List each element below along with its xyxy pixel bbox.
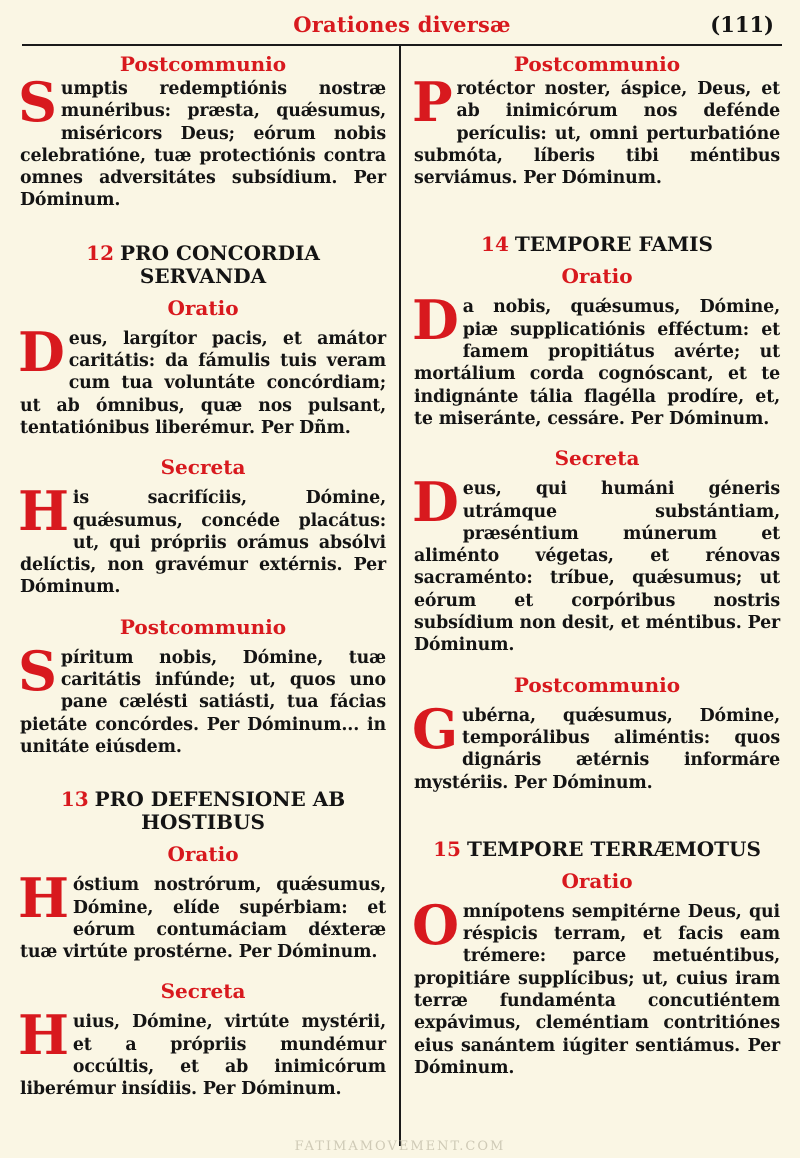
text-run: HOSTIBUS [141, 810, 265, 835]
text-run: SERVANDA [139, 263, 267, 288]
oratio-heading: Oratio [561, 264, 633, 289]
postcommunio-heading: Postcommunio [513, 52, 681, 76]
left-column [20, 50, 386, 1101]
drop-cap: S [18, 70, 57, 134]
drop-cap: P [412, 70, 453, 134]
text-run: píritum nobis, Dómine, tuæ caritátis infúnde; ut, quos uno pane cælésti satiásti, tua fácias pietáte concórdes. Per Dóminum... in unitáte eiúsdem. [20, 647, 386, 757]
text-run: uius, Dómine, virtúte mystérii, et a própriis mundémur occúltis, et ab inimicórum liberémur insídiis. Per Dóminum. [20, 1012, 386, 1100]
text-run: 15 [433, 836, 461, 861]
postcommunio-text [18, 638, 386, 758]
drop-cap: G [412, 696, 458, 761]
section-12-title [20, 242, 386, 288]
column-divider [399, 46, 401, 1146]
drop-cap: D [18, 319, 65, 384]
oratio-heading: Oratio [167, 295, 239, 320]
postcommunio-text [412, 70, 780, 189]
page-number: (111) [710, 12, 774, 37]
section-15-title [414, 838, 780, 861]
text-run: óstium nostrórum, quǽsumus, Dómine, elíde supérbiam: et eórum contumáciam déxteræ tuæ virtúte prostérne. Per Dóminum. [20, 875, 386, 963]
page-header [22, 8, 782, 46]
oratio-heading: Oratio [561, 868, 633, 893]
postcommunio-heading: Postcommunio [513, 672, 681, 697]
secreta-text [18, 1003, 386, 1100]
running-title: Orationes diversæ [293, 12, 511, 37]
drop-cap: H [18, 1003, 69, 1068]
text-run: mnípotens sempitérne Deus, qui réspicis terram, et facis eam trémere: parce metuéntibus, propitiáre supplícibus; ut, cuius iram terræ fundaménta concutiéntem expávimus, cleméntiam contritiónes eius sanántem iúgiter sentiámus. Per Dóminum. [414, 901, 780, 1078]
drop-cap: D [412, 470, 459, 535]
oratio-text [412, 892, 780, 1079]
text-run: ubérna, quǽsumus, Dómine, temporálibus aliméntis: quos dignáris ætérnis informáre mystériis. Per Dóminum. [414, 705, 780, 793]
text-run: PRO CONCORDIA [120, 240, 320, 265]
secreta-text [412, 470, 780, 656]
secreta-text [18, 479, 386, 598]
oratio-text [18, 866, 386, 963]
drop-cap: D [412, 288, 459, 353]
text-run: TEMPORE FAMIS [514, 232, 713, 257]
text-run: is sacrifíciis, Dómine, quǽsumus, concéde placátus: ut, qui própriis orámus absólvi delíctis, non gravémur extérnis. Per Dóminum. [20, 488, 386, 598]
text-run: PRO DEFENSIONE AB [94, 787, 346, 812]
secreta-heading: Secreta [160, 455, 246, 480]
drop-cap: O [412, 892, 459, 957]
oratio-heading: Oratio [167, 842, 239, 867]
text-run: eus, largítor pacis, et amátor caritátis: da fámulis tuis veram cum tua voluntáte concórdiam; ut ab ómnibus, quæ nos pulsant, tentatiónibus liberémur. Per Dñm. [20, 328, 386, 438]
text-run: 14 [481, 232, 509, 257]
section-14-title [414, 233, 780, 256]
text-run: eus, qui humáni géneris utrámque substántiam, præséntium múnerum et aliménto végetas, et rénovas sacraménto: tríbue, quǽsumus; ut eórum et corpóribus nostris subsídium non desit, et méntibus. Per Dóminum. [414, 479, 780, 656]
section-13-title [20, 788, 386, 834]
right-column [414, 50, 780, 1079]
postcommunio-text [412, 696, 780, 794]
text-run: 12 [86, 240, 114, 265]
text-run: rotéctor noster, áspice, Deus, et ab inimicórum nos defénde perículis: ut, omni perturbatióne submóta, líberis tibi méntibus serviámus. Per Dóminum. [414, 79, 780, 189]
drop-cap: S [18, 638, 57, 703]
drop-cap: H [18, 866, 69, 931]
drop-cap: H [18, 479, 69, 544]
watermark: FATIMAMOVEMENT.COM [294, 1139, 506, 1154]
postcommunio-heading: Postcommunio [119, 614, 287, 639]
secreta-heading: Secreta [554, 446, 640, 471]
text-run: umptis redemptiónis nostræ munéribus: præsta, quǽsumus, miséricors Deus; eórum nobis celebratióne, tuæ protectiónis contra omnes adversitátes subsídium. Per Dóminum. [20, 79, 386, 211]
secreta-heading: Secreta [160, 979, 246, 1004]
postcommunio-text [18, 70, 386, 212]
text-run: a nobis, quǽsumus, Dómine, piæ supplicatiónis efféctum: et famem propitiátus avérte; ut mortálium corda cognóscant, et te indignánte tália flagélla prodíre, et, te miseránte, cessáre. Per Dóminum. [414, 297, 780, 429]
text-run: TEMPORE TERRÆMOTUS [466, 836, 761, 861]
postcommunio-heading: Postcommunio [119, 52, 287, 76]
oratio-text [412, 288, 780, 430]
text-run: 13 [60, 787, 89, 812]
oratio-text [18, 319, 386, 439]
